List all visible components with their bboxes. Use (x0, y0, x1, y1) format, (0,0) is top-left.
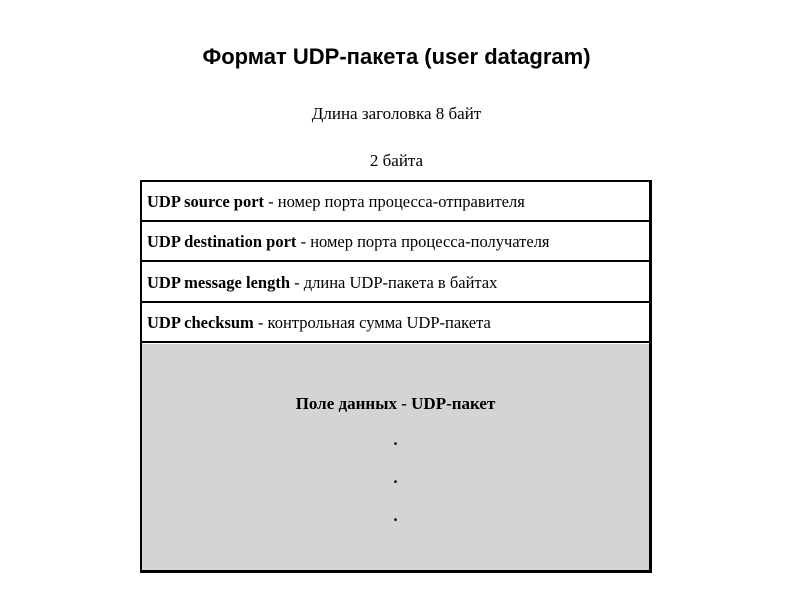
data-field (142, 344, 649, 570)
field-description: номер порта процесса-получателя (310, 232, 550, 251)
field-source-port (142, 182, 649, 222)
field-description: номер порта процесса-отправителя (277, 192, 525, 211)
field-description: контрольная сумма UDP-пакета (267, 313, 491, 332)
field-message-length (142, 263, 649, 303)
page-title: Формат UDP-пакета (user datagram) (202, 44, 591, 69)
header-length-note: Длина заголовка 8 байт (311, 104, 482, 123)
continuation-dot: . (393, 468, 398, 487)
field-size-note: 2 байта (369, 151, 424, 170)
continuation-dot: . (393, 430, 398, 449)
field-separator: - (296, 232, 311, 251)
field-name: UDP destination port (147, 232, 297, 251)
field-name: UDP message length (147, 273, 290, 292)
field-description: длина UDP-пакета в байтах (303, 273, 498, 292)
field-separator: - (290, 273, 304, 292)
field-separator: - (264, 192, 278, 211)
field-name: UDP source port (147, 192, 265, 211)
continuation-dot: . (393, 506, 398, 525)
udp-packet-diagram (140, 180, 652, 573)
field-destination-port (142, 222, 649, 262)
field-name: UDP checksum (147, 313, 254, 332)
data-field-label: Поле данных - UDP-пакет (295, 394, 496, 413)
field-checksum (142, 303, 649, 343)
field-separator: - (253, 313, 268, 332)
